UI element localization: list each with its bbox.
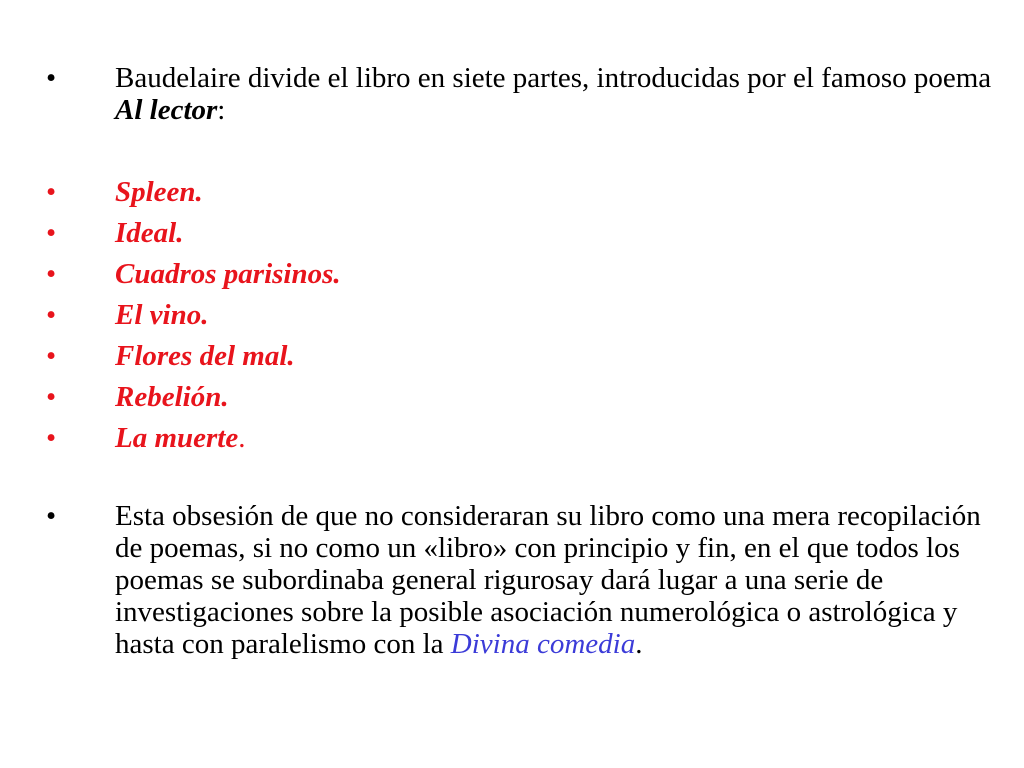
bullet: • — [46, 62, 57, 94]
closing-text-after: . — [635, 628, 643, 660]
intro-text-after: : — [217, 94, 226, 126]
part-label: Flores del mal. — [115, 340, 295, 372]
intro-text-before: Baudelaire divide el libro en siete partes, introducidas por el famoso poema — [115, 62, 992, 94]
part-label: Ideal. — [115, 217, 184, 249]
part-label: Spleen. — [115, 176, 203, 208]
divina-comedia-link: Divina comedia — [450, 628, 636, 660]
part-label: Rebelión. — [115, 381, 229, 413]
bullet: • — [46, 258, 57, 290]
bullet: • — [46, 500, 57, 532]
part-label: Cuadros parisinos. — [115, 258, 341, 290]
closing-text-before: Esta obsesión de que no consideraran su libro como una mera recopilación de poemas, si no como un «libro» con principio y fin, en el que todos los poemas se subordinaba general rigurosay dará lugar a una serie de investigaciones sobre la posible asociación numerológica o astrológica y hasta con paralelismo con la — [115, 500, 981, 660]
bullet: • — [46, 217, 57, 249]
intro-text — [115, 62, 995, 126]
bullet: • — [46, 381, 57, 413]
part-label-text: La muerte — [115, 422, 239, 454]
bullet: • — [46, 176, 57, 208]
closing-text — [115, 500, 995, 660]
bullet: • — [46, 422, 57, 454]
part-label: El vino. — [115, 299, 209, 331]
part-label-suffix: . — [238, 422, 246, 454]
bullet: • — [46, 299, 57, 331]
part-label — [115, 422, 995, 454]
bullet: • — [46, 340, 57, 372]
intro-emphasis: Al lector — [115, 94, 218, 126]
